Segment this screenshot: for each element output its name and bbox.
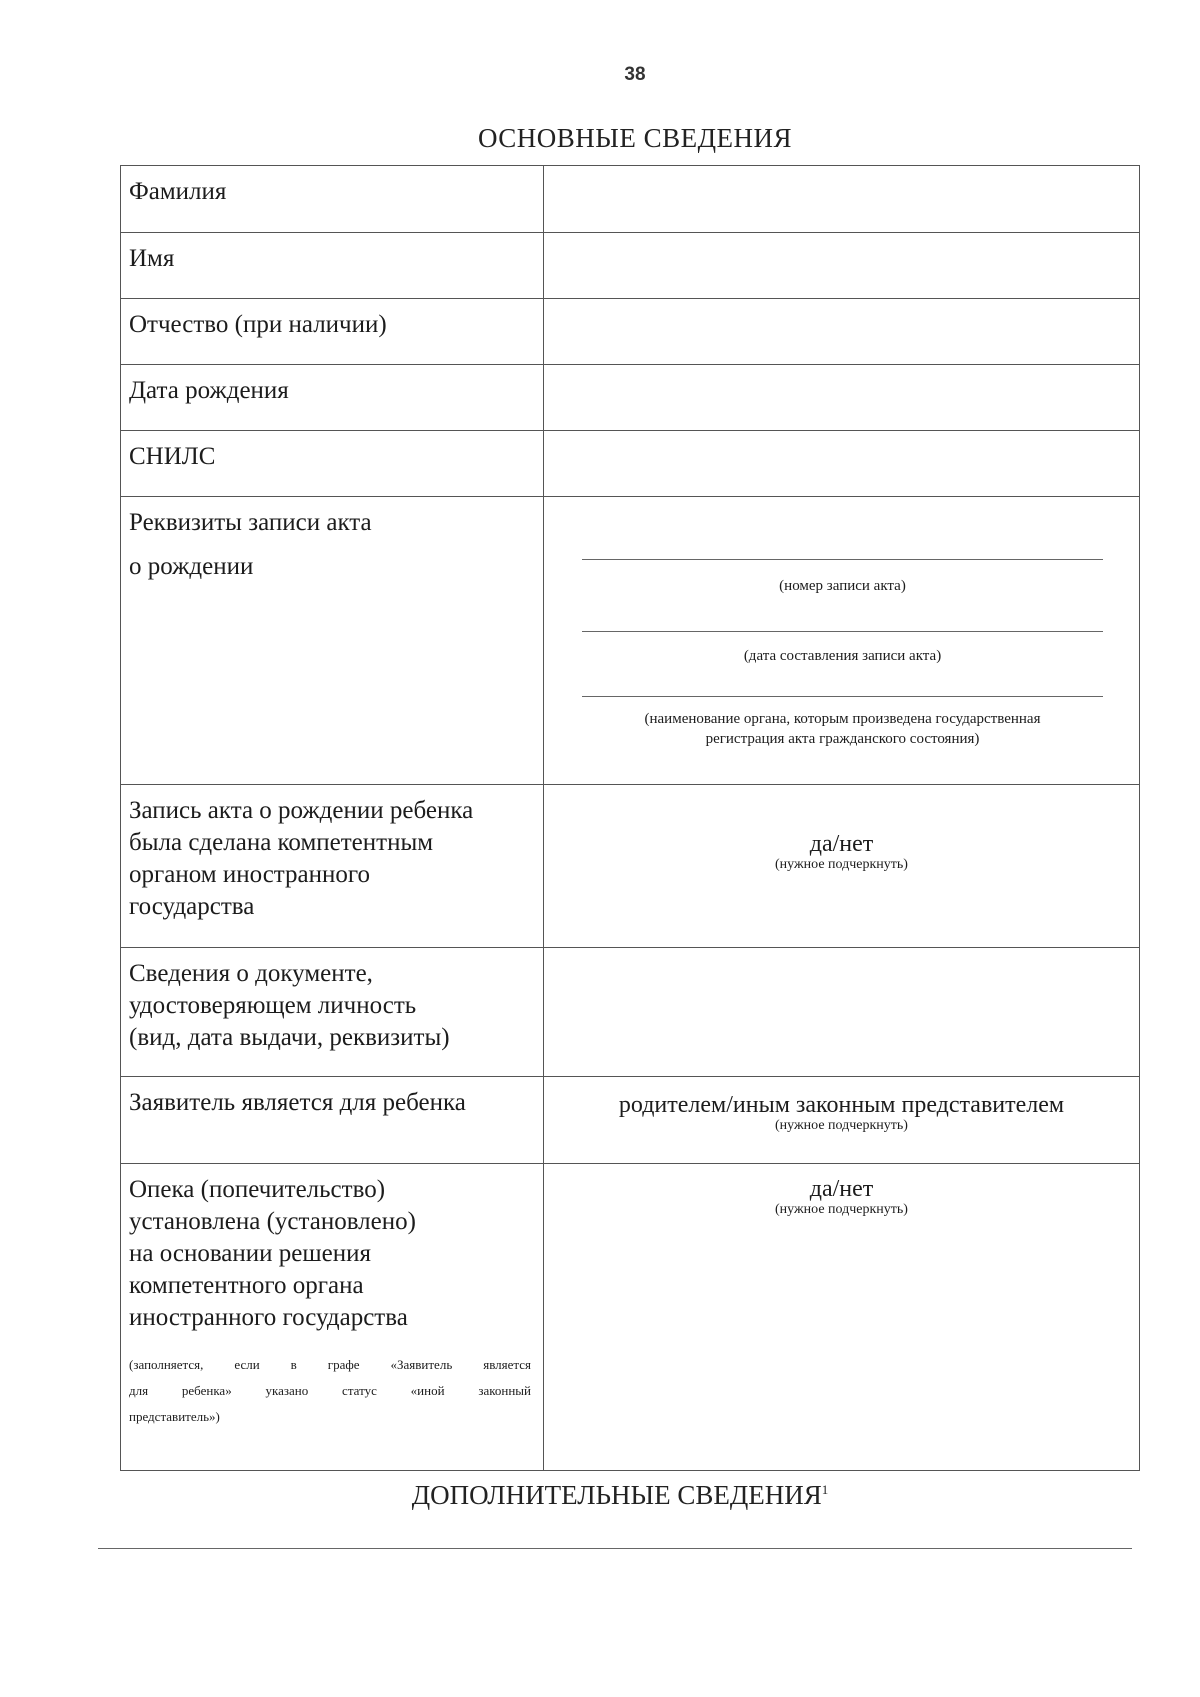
foreign-record-answer-cell: [544, 785, 1140, 948]
guardianship-note-line: (заполняется, если в графе «Заявитель является: [129, 1357, 531, 1372]
registry-authority-line[interactable]: [582, 696, 1103, 697]
identity-document-label: [121, 948, 544, 1077]
identity-document-label-line: удостоверяющем личность: [129, 992, 417, 1019]
foreign-record-hint: (нужное подчеркнуть): [775, 857, 908, 872]
guardianship-label-line: Опека (попечительство): [129, 1176, 386, 1203]
row-applicant: [121, 1077, 1140, 1164]
birth-date-field[interactable]: [544, 365, 1140, 431]
identity-document-field[interactable]: [544, 948, 1140, 1077]
guardianship-answer[interactable]: да/нет: [809, 1176, 874, 1202]
foreign-record-answer[interactable]: да/нет: [809, 831, 874, 857]
identity-document-label-line: Сведения о документе,: [129, 960, 373, 987]
applicant-answer-cell: [544, 1077, 1140, 1164]
guardianship-note-line: представитель»): [129, 1409, 220, 1424]
guardianship-note-line: для ребенка» указано статус «иной законный: [129, 1383, 531, 1398]
birth-record-label-line2: о рождении: [129, 553, 254, 580]
row-surname: [121, 166, 1140, 233]
guardianship-note: [129, 1352, 535, 1430]
birth-record-fields: [544, 497, 1140, 785]
patronymic-label: Отчество (при наличии): [121, 299, 544, 365]
name-label: Имя: [121, 233, 544, 299]
record-number-line[interactable]: [582, 559, 1103, 560]
additional-info-title: [0, 1480, 1200, 1511]
page-number: 38: [624, 64, 646, 85]
footnote-mark: 1: [821, 1482, 829, 1497]
patronymic-field[interactable]: [544, 299, 1140, 365]
surname-label: Фамилия: [121, 166, 544, 233]
applicant-label: Заявитель является для ребенка: [121, 1077, 544, 1164]
snils-field[interactable]: [544, 431, 1140, 497]
foreign-record-label: [121, 785, 544, 948]
guardianship-hint: (нужное подчеркнуть): [775, 1202, 908, 1217]
snils-label: СНИЛС: [121, 431, 544, 497]
row-snils: [121, 431, 1140, 497]
row-birth-record: [121, 497, 1140, 785]
foreign-record-label-line: органом иностранного: [129, 861, 371, 888]
additional-info-line[interactable]: [98, 1548, 1132, 1549]
main-info-form: [120, 165, 1140, 1471]
row-birth-date: [121, 365, 1140, 431]
row-guardianship: [121, 1164, 1140, 1471]
birth-record-label-line1: Реквизиты записи акта: [129, 509, 372, 536]
guardianship-label: [121, 1164, 544, 1471]
section-title: ОСНОВНЫЕ СВЕДЕНИЯ: [477, 123, 793, 153]
row-foreign-record: [121, 785, 1140, 948]
name-field[interactable]: [544, 233, 1140, 299]
foreign-record-label-line: государства: [129, 893, 255, 920]
foreign-record-label-line: была сделана компетентным: [129, 829, 434, 856]
guardianship-answer-cell: [544, 1164, 1140, 1471]
guardianship-label-line: иностранного государства: [129, 1304, 408, 1331]
applicant-hint: (нужное подчеркнуть): [775, 1118, 908, 1133]
guardianship-label-line: компетентного органа: [129, 1272, 364, 1299]
guardianship-label-line: установлена (установлено): [129, 1208, 416, 1235]
applicant-answer[interactable]: родителем/иным законным представителем: [618, 1092, 1065, 1118]
guardianship-label-line: на основании решения: [129, 1240, 371, 1267]
row-name: [121, 233, 1140, 299]
identity-document-label-line: (вид, дата выдачи, реквизиты): [129, 1024, 450, 1051]
surname-field[interactable]: [544, 166, 1140, 233]
row-patronymic: [121, 299, 1140, 365]
registry-authority-caption-line1: (наименование органа, которым произведена государственная: [644, 711, 1041, 727]
record-date-caption: (дата составления записи акта): [743, 648, 942, 664]
record-date-line[interactable]: [582, 631, 1103, 632]
foreign-record-label-line: Запись акта о рождении ребенка: [129, 797, 474, 824]
additional-info-title-text: ДОПОЛНИТЕЛЬНЫЕ СВЕДЕНИЯ: [411, 1480, 822, 1510]
birth-record-label: [121, 497, 544, 785]
record-number-caption: (номер записи акта): [779, 578, 906, 594]
birth-date-label: Дата рождения: [121, 365, 544, 431]
registry-authority-caption-line2: регистрация акта гражданского состояния): [705, 731, 980, 747]
row-identity-document: [121, 948, 1140, 1077]
